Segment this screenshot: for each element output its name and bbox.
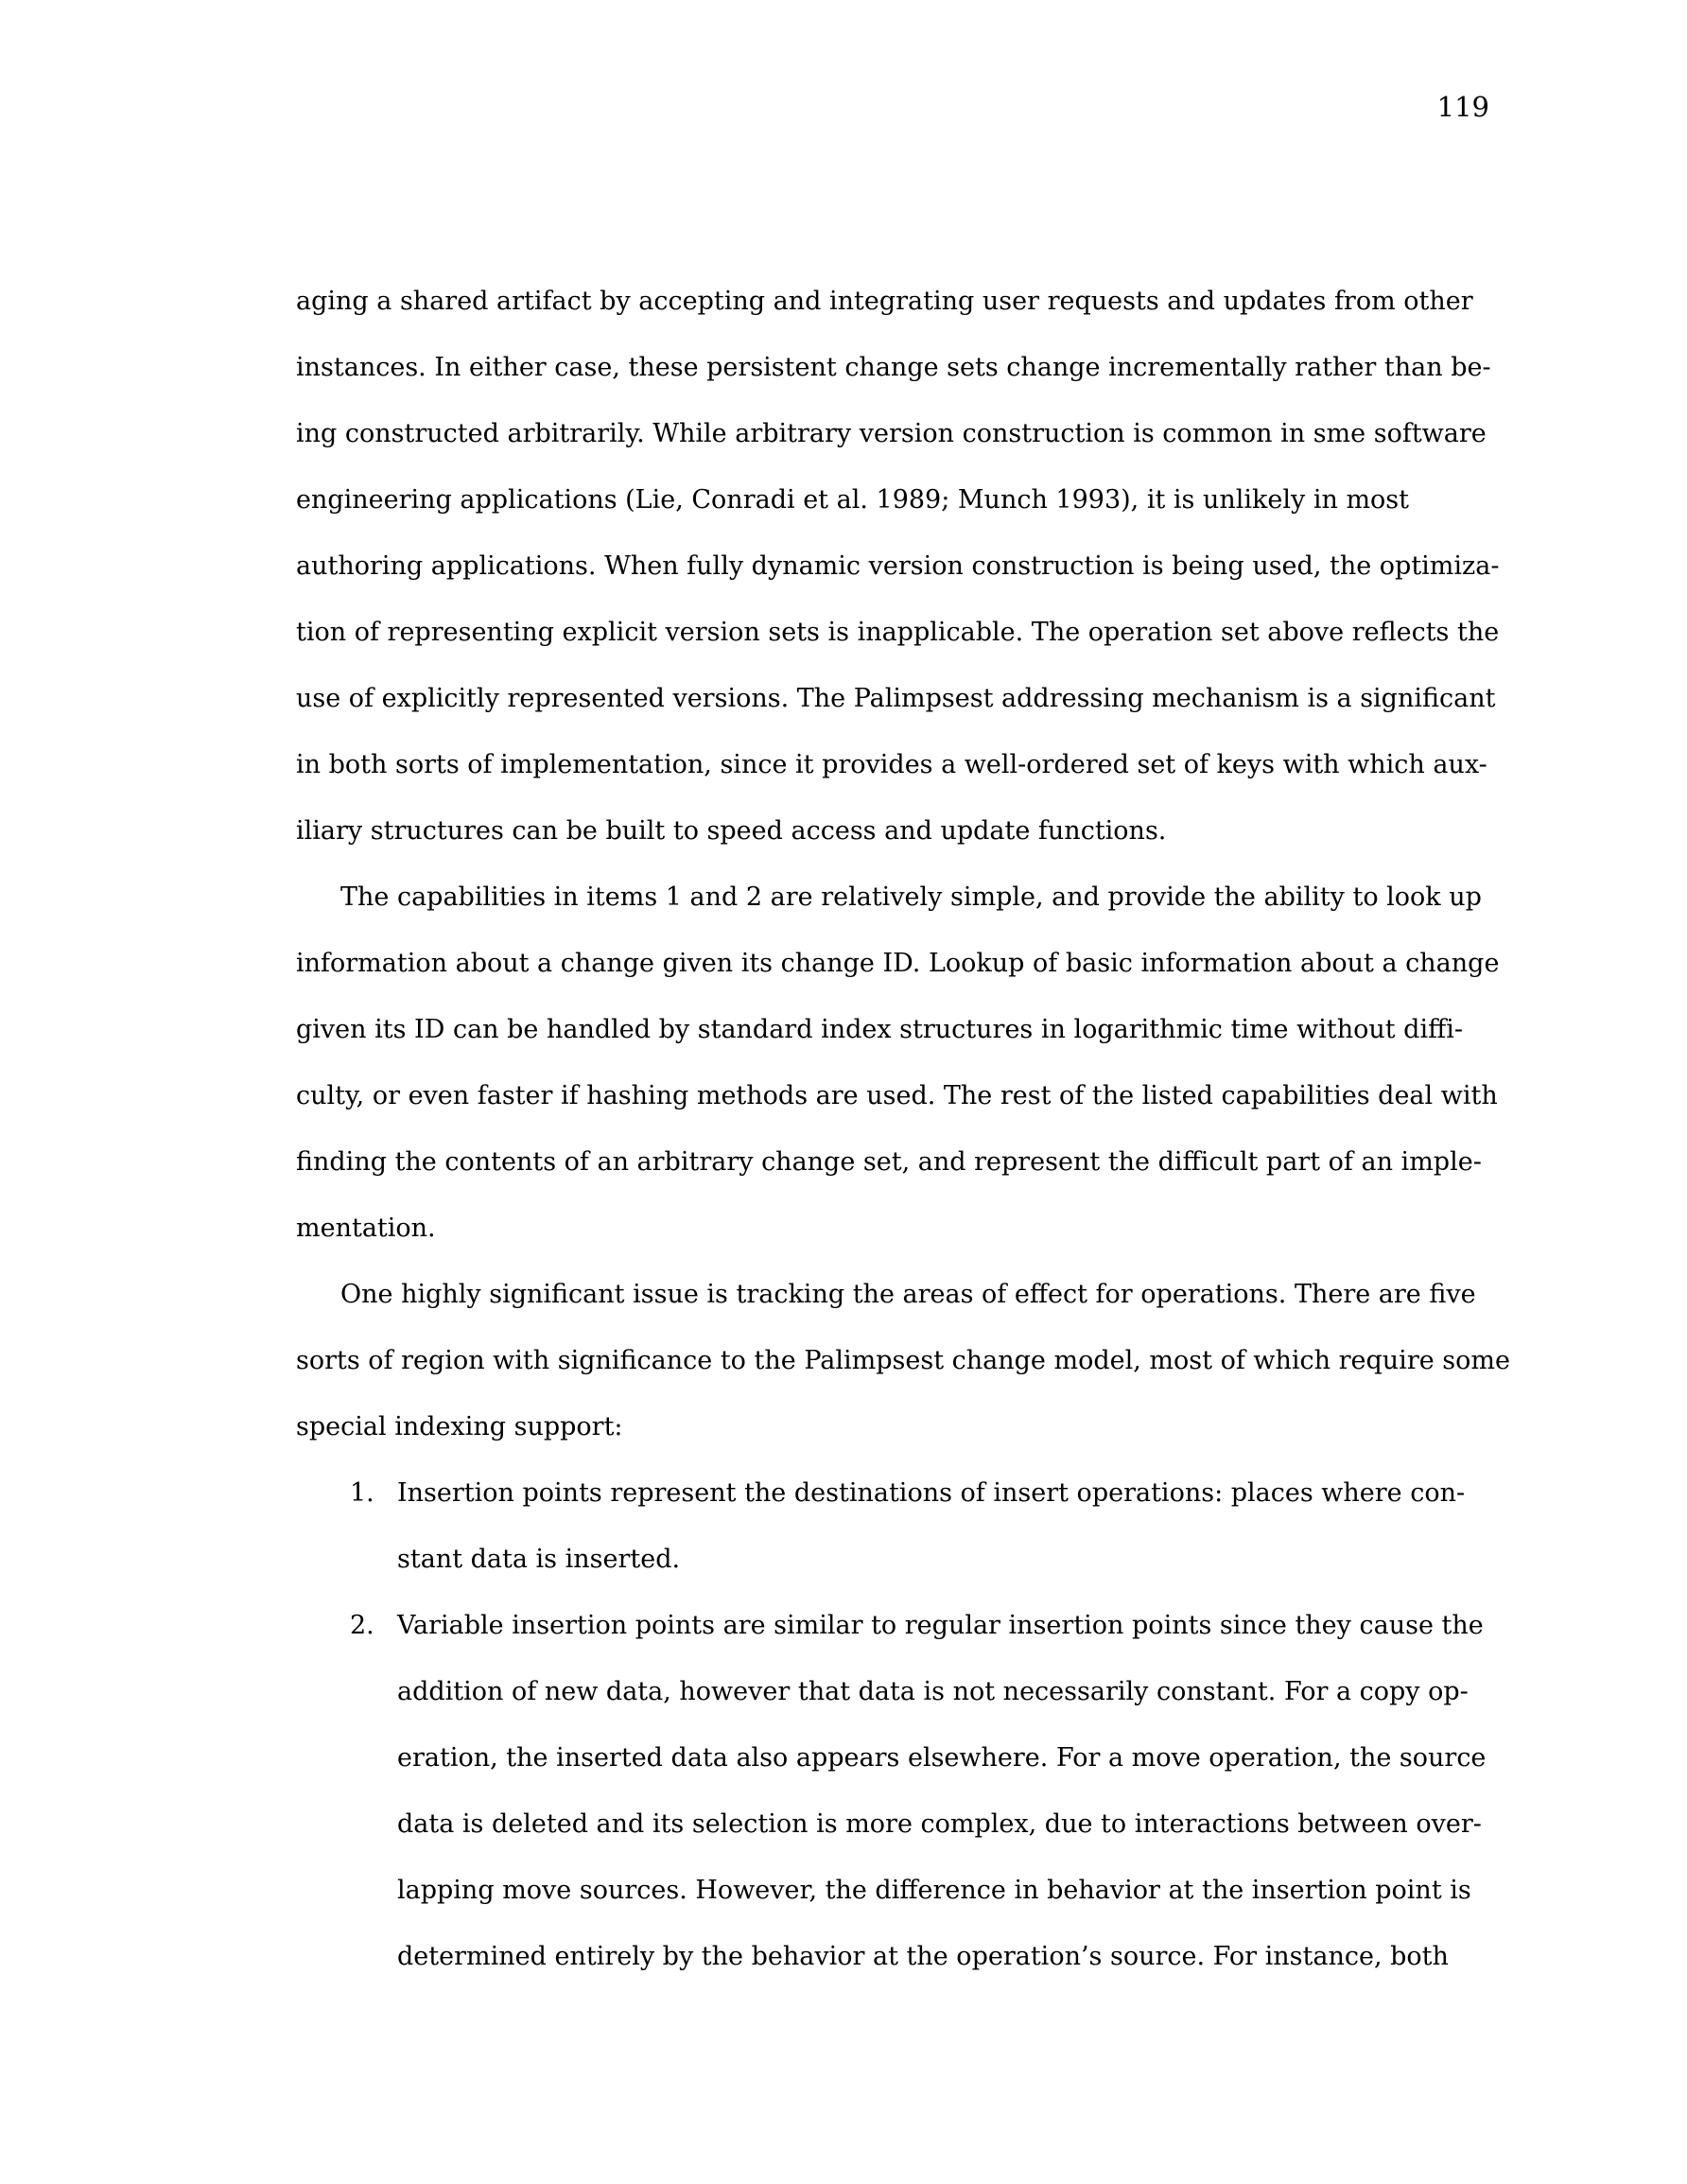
text-line	[296, 1725, 1544, 1791]
text-line	[296, 1659, 1544, 1725]
text-line	[296, 798, 1544, 865]
text-line	[296, 269, 1544, 335]
text-line	[296, 1063, 1544, 1129]
text-line	[296, 1858, 1544, 1924]
text-line-content: Insertion points represent the destinations of insert operations: places where con-	[397, 1478, 1466, 1508]
text-line-content: given its ID can be handled by standard index structures in logarithmic time without diffi-	[296, 1015, 1464, 1044]
paragraph	[296, 1262, 1544, 1460]
text-line	[296, 600, 1544, 666]
text-line	[296, 1262, 1544, 1328]
text-line-content: iliary structures can be built to speed access and update functions.	[296, 816, 1167, 846]
text-line	[296, 1328, 1544, 1394]
text-line-content: aging a shared artifact by accepting and integrating user requests and updates from other	[296, 287, 1473, 316]
text-line-content: engineering applications (Lie, Conradi et al. 1989; Munch 1993), it is unlikely in most	[296, 485, 1410, 515]
list-item	[296, 1593, 1544, 1990]
text-line-content: instances. In either case, these persistent change sets change incrementally rather than be-	[296, 353, 1491, 382]
text-line-content: ing constructed arbitrarily. While arbitrary version construction is common in sme software	[296, 419, 1487, 448]
text-line-content: tion of representing explicit version sets is inapplicable. The operation set above reflects the	[296, 618, 1500, 647]
text-line	[296, 732, 1544, 798]
text-line-content: determined entirely by the behavior at the operation’s source. For instance, both	[397, 1942, 1449, 1971]
list-marker: 2.	[350, 1611, 374, 1640]
text-line	[296, 1394, 1544, 1460]
text-line-content: stant data is inserted.	[397, 1545, 681, 1574]
page-body	[296, 269, 1544, 1990]
text-line-content: mentation.	[296, 1214, 436, 1243]
paragraph	[296, 269, 1544, 865]
text-line	[296, 1593, 1544, 1659]
text-line-content: eration, the inserted data also appears elsewhere. For a move operation, the source	[397, 1743, 1487, 1773]
text-line-content: One highly significant issue is tracking the areas of effect for operations. There are five	[340, 1280, 1476, 1309]
text-line	[296, 1527, 1544, 1593]
text-line	[296, 1924, 1544, 1990]
text-line-content: authoring applications. When fully dynamic version construction is being used, the optimiza-	[296, 551, 1500, 581]
text-line-content: addition of new data, however that data is not necessarily constant. For a copy op-	[397, 1677, 1469, 1706]
text-line	[296, 1791, 1544, 1858]
list-marker: 1.	[350, 1478, 374, 1508]
text-line-content: Variable insertion points are similar to regular insertion points since they cause the	[397, 1611, 1484, 1640]
text-line	[296, 666, 1544, 732]
text-line-content: The capabilities in items 1 and 2 are relatively simple, and provide the ability to look up	[340, 882, 1482, 912]
text-line	[296, 401, 1544, 467]
text-line	[296, 335, 1544, 401]
page-number: 119	[1436, 91, 1489, 123]
text-line-content: information about a change given its change ID. Lookup of basic information about a change	[296, 949, 1500, 978]
list-item	[296, 1460, 1544, 1593]
text-line	[296, 1196, 1544, 1262]
text-line	[296, 997, 1544, 1063]
text-line-content: finding the contents of an arbitrary change set, and represent the difficult part of an imple-	[296, 1147, 1482, 1177]
text-line	[296, 1460, 1544, 1527]
text-line	[296, 931, 1544, 997]
text-line-content: sorts of region with significance to the Palimpsest change model, most of which require some	[296, 1346, 1510, 1375]
text-line	[296, 533, 1544, 600]
text-line-content: lapping move sources. However, the difference in behavior at the insertion point is	[397, 1876, 1471, 1905]
text-line	[296, 1129, 1544, 1196]
text-line-content: use of explicitly represented versions. The Palimpsest addressing mechanism is a significant	[296, 684, 1496, 713]
text-line-content: culty, or even faster if hashing methods are used. The rest of the listed capabilities deal with	[296, 1081, 1498, 1110]
text-line-content: data is deleted and its selection is more complex, due to interactions between over-	[397, 1809, 1482, 1839]
text-line-content: in both sorts of implementation, since it provides a well-ordered set of keys with which aux-	[296, 750, 1487, 779]
text-line-content: special indexing support:	[296, 1412, 623, 1441]
text-line	[296, 467, 1544, 533]
text-line	[296, 865, 1544, 931]
paragraph	[296, 865, 1544, 1262]
